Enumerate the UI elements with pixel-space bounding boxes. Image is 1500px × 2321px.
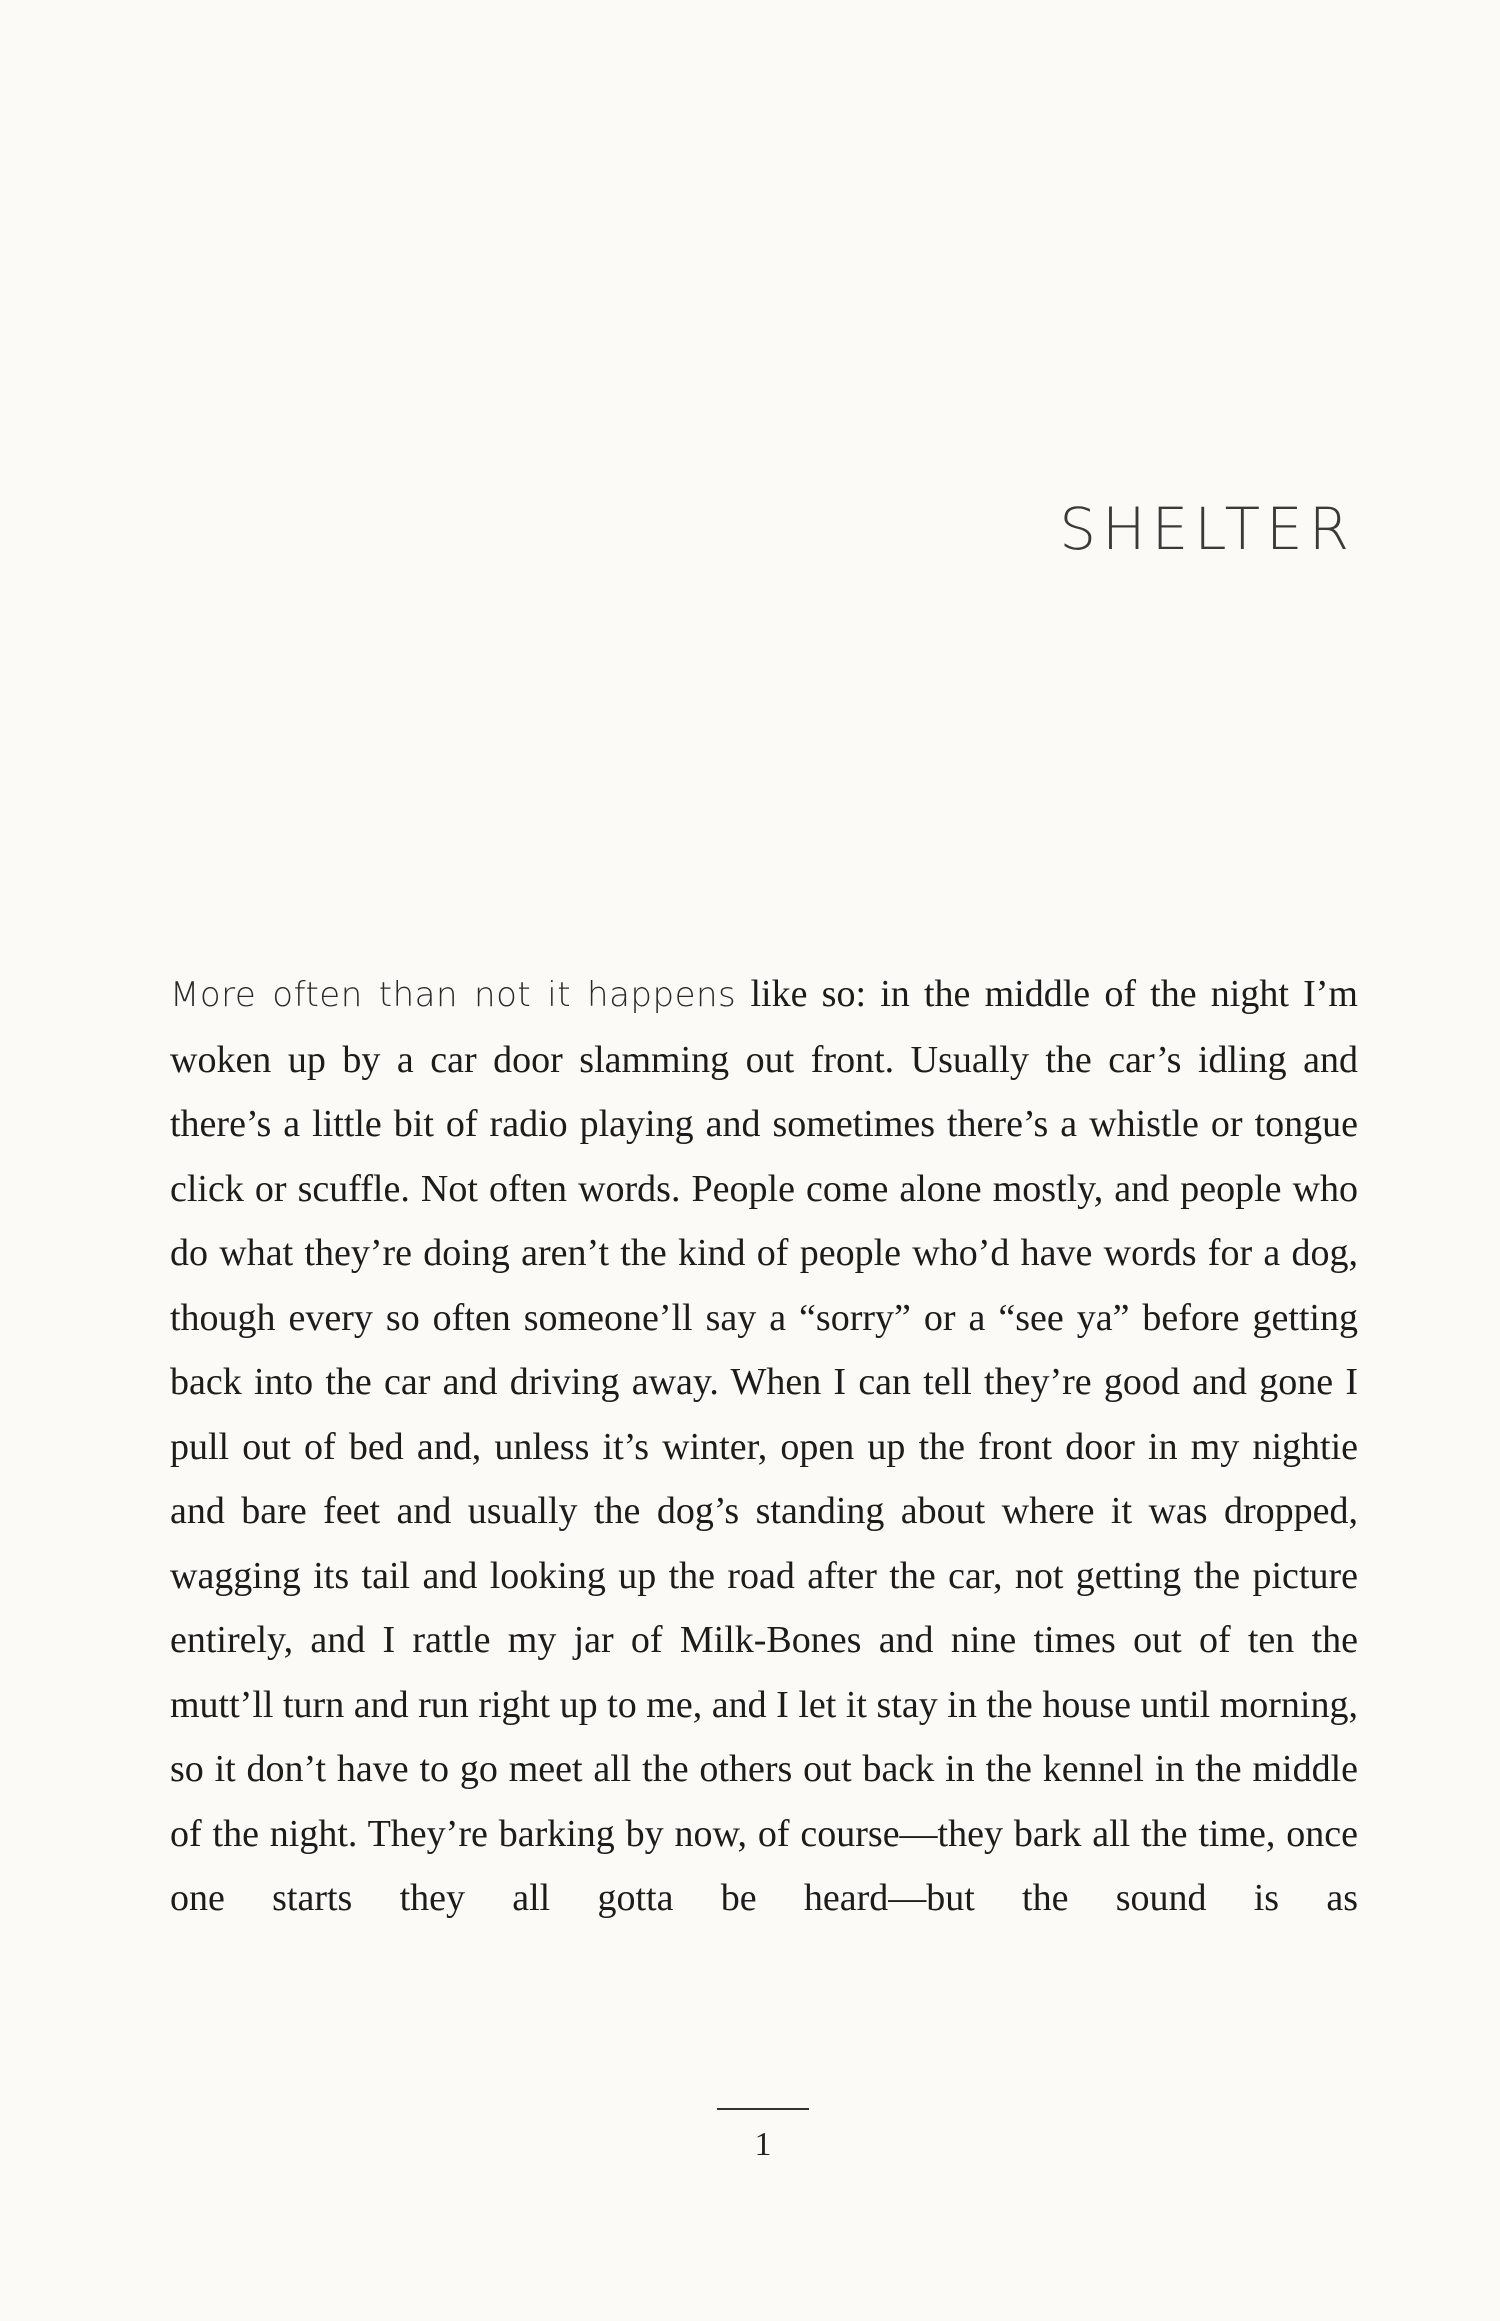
paragraph-text: like so: in the middle of the night I’m woken up by a car door slamming out front. Usually the car’s idling and there’s a little bit of radio playing and sometimes there’s a whistle or tongue click or scuffle. Not often words. People come alone mostly, and people who do what they’re doing aren’t the kind of people who’d have words for a dog, though every so often someone’ll say a “sorry” or a “see ya” before getting back into the car and driving away. When I can tell they’re good and gone I pull out of bed and, unless it’s winter, open up the front door in my nightie and bare feet and usually the dog’s standing about where it was dropped, wagging its tail and looking up the road after the car, not getting the picture entirely, and I rattle my jar of Milk-Bones and nine times out of ten the mutt’ll turn and run right up to me, and I let it stay in the house until morning, so it don’t have to go meet all the others out back in the kennel in the middle of the night. They’re barking by now, of course—they bark all the time, once one starts they all gotta be heard—but the sound is as [170, 973, 1358, 1919]
folio-rule [717, 2108, 809, 2110]
body-paragraph [170, 962, 1358, 1931]
chapter-title: SHELTER [1059, 495, 1355, 563]
lead-in-text: More often than not it happens [170, 975, 737, 1015]
page-number: 1 [754, 2126, 772, 2163]
